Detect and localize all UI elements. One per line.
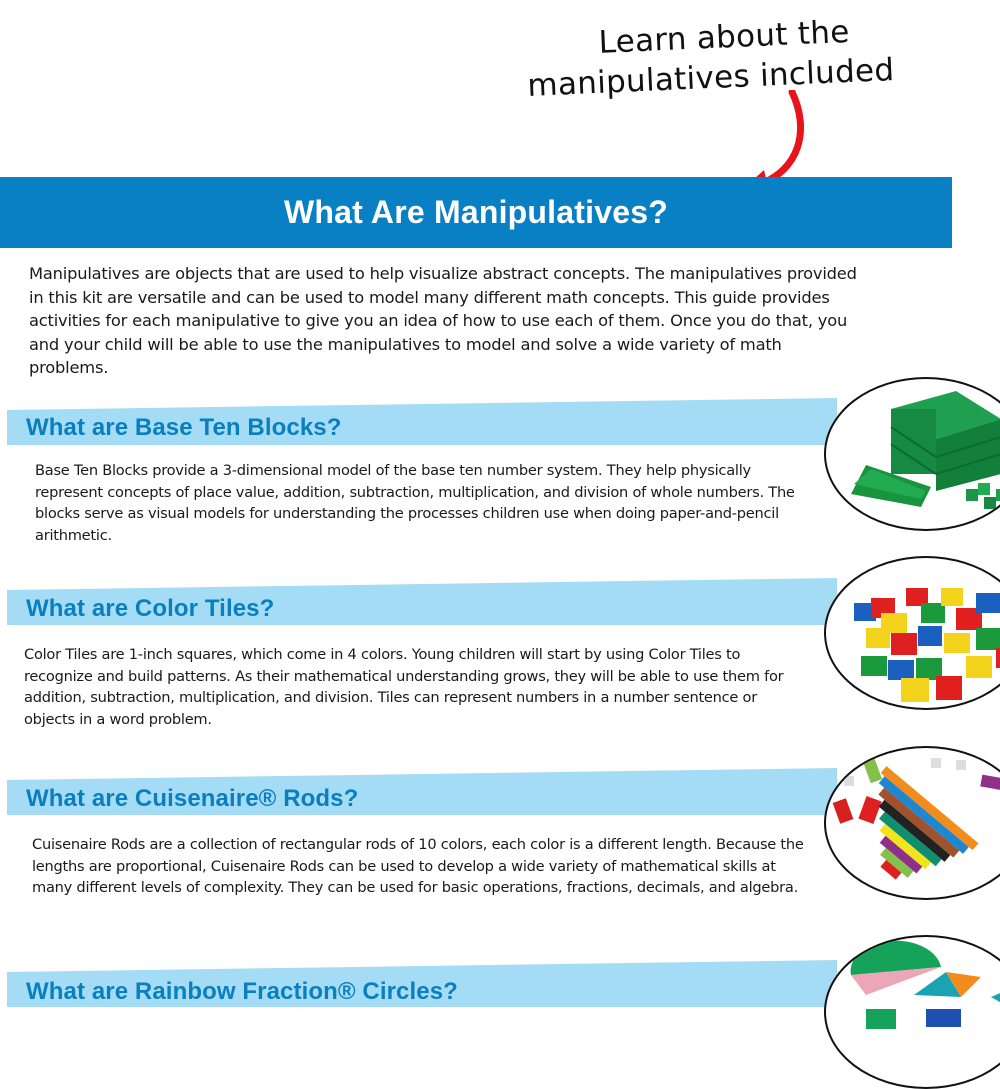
rainbow-fraction-circles-icon xyxy=(826,937,1000,1087)
base-ten-blocks-icon xyxy=(826,379,1000,529)
section-body-cuisenaire: Cuisenaire Rods are a collection of rectangular rods of 10 colors, each color is a different length. Because the lengths are proportional, Cuisenaire Rods can be used to develop a wide variety of mathematical skills at many different levels of complexity. They can be used for basic operations, fractions, decimals, and algebra. xyxy=(32,836,804,896)
base-ten-blocks-image xyxy=(824,377,1000,531)
section-title-base-ten: What are Base Ten Blocks? xyxy=(26,414,342,441)
page-title: What Are Manipulatives? xyxy=(284,194,668,230)
callout-line-2: manipulatives included xyxy=(526,51,896,104)
intro-paragraph: Manipulatives are objects that are used to help visualize abstract concepts. The manipulatives provided in this kit are versatile and can be used to model many different math concepts. This guide provides activities for each manipulative to give you an idea of how to use each of them. Once you do that, you and your child will be able to use the manipulatives to model and solve a wide variety of math problems. xyxy=(29,264,857,378)
section-body-color-tiles: Color Tiles are 1-inch squares, which come in 4 colors. Young children will start by using Color Tiles to recognize and build patterns. As their mathematical understanding grows, they will be able to use them for addition, subtraction, multiplication, and division. Tiles can represent numbers in a number sentence or objects in a word problem. xyxy=(24,646,784,728)
section-title-fraction-circles: What are Rainbow Fraction® Circles? xyxy=(26,978,458,1005)
callout-note xyxy=(498,9,921,107)
callout-line-1: Learn about the xyxy=(597,13,851,61)
cuisenaire-rods-icon xyxy=(826,748,1000,898)
section-title-cuisenaire: What are Cuisenaire® Rods? xyxy=(26,785,359,812)
color-tiles-icon xyxy=(826,558,1000,708)
section-title-color-tiles: What are Color Tiles? xyxy=(26,595,275,622)
section-body-base-ten: Base Ten Blocks provide a 3-dimensional model of the base ten number system. They help physically represent concepts of place value, addition, subtraction, multiplication, and division of whole numbers. The blocks serve as visual models for understanding the processes children use when doing paper-and-pencil arithmetic. xyxy=(35,462,795,544)
main-header-banner xyxy=(0,177,952,248)
cuisenaire-rods-image xyxy=(824,746,1000,900)
color-tiles-image xyxy=(824,556,1000,710)
rainbow-fraction-circles-image xyxy=(824,935,1000,1089)
